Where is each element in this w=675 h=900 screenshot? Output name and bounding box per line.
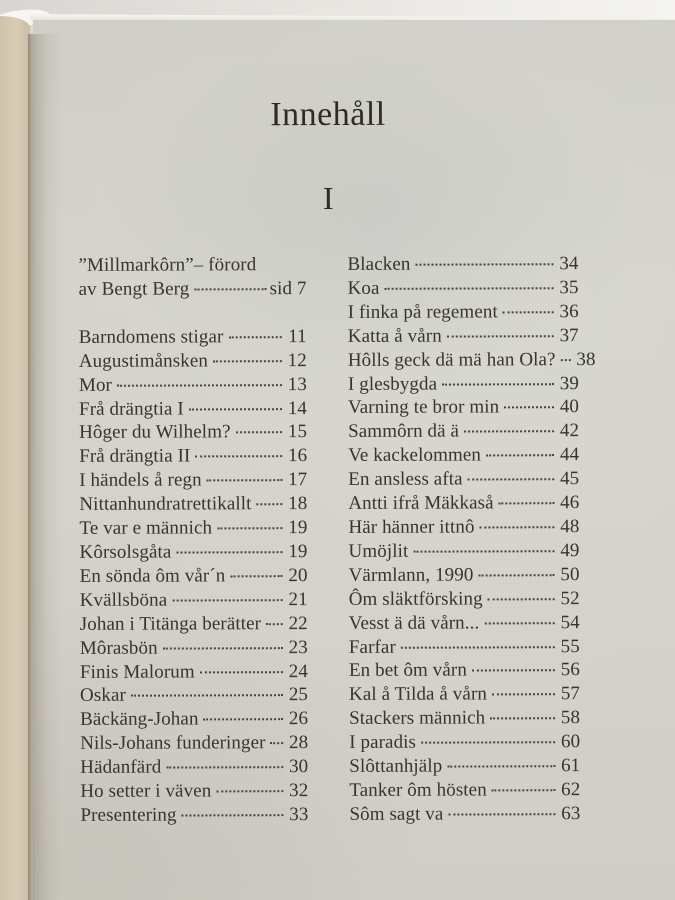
toc-entry-title: Finis Malorum: [79, 660, 195, 683]
toc-entry: [349, 730, 580, 755]
toc-entry-page: 15: [287, 421, 308, 443]
toc-entry-page: 54: [560, 611, 580, 633]
toc-entry: [79, 349, 307, 374]
toc-entry: [79, 516, 307, 541]
toc-entry: [348, 491, 579, 516]
toc-entry-page: 20: [288, 564, 308, 587]
toc-entry: [347, 348, 596, 373]
toc-entry-title: Hädanfärd: [80, 756, 162, 778]
toc-entry: [80, 612, 308, 637]
toc-entry-page: 21: [288, 588, 308, 610]
dot-leader: [492, 694, 555, 696]
toc-entry: [349, 778, 580, 803]
dot-leader: [195, 456, 282, 458]
toc-entry: [348, 419, 579, 444]
dot-leader: [447, 335, 554, 337]
dot-leader: [421, 741, 555, 743]
dot-leader: [204, 718, 284, 720]
dot-leader: [499, 502, 555, 504]
toc-entry-page: 17: [288, 469, 308, 491]
toc-entry-title: Kôrsolsgåta: [79, 541, 172, 563]
toc-entry-page: 39: [559, 372, 579, 394]
dot-leader: [266, 623, 283, 625]
toc-entry-page: 56: [560, 659, 580, 681]
dot-leader: [478, 574, 554, 576]
dot-leader: [447, 765, 555, 767]
toc-entry-title: Oskar: [79, 685, 126, 707]
toc-entry: [79, 421, 307, 446]
toc-entry-page: 24: [288, 660, 308, 682]
toc-entry-page: 61: [561, 755, 581, 777]
toc-entry-title: Slôttanhjälp: [349, 755, 443, 777]
toc-entry-page: 52: [560, 587, 580, 609]
dot-leader: [189, 408, 282, 410]
toc-entry-page: 50: [560, 563, 580, 585]
toc-entry-page: 60: [560, 731, 581, 753]
toc-entry: [80, 803, 308, 828]
toc-entry-page: 37: [559, 324, 579, 346]
toc-entry-title: En sönda ôm vår´n: [79, 565, 226, 587]
toc-entry-title: Mor: [78, 374, 112, 396]
dot-leader: [561, 359, 571, 361]
dot-leader: [503, 311, 554, 313]
dot-leader: [117, 384, 282, 387]
dot-leader: [172, 599, 282, 601]
toc-entry: [349, 587, 580, 612]
title-block: [78, 19, 579, 219]
toc-entry: [79, 492, 307, 517]
toc-entry-title: Hôger du Wilhelm?: [79, 421, 231, 444]
toc-column-right: [347, 252, 596, 827]
dot-leader: [385, 287, 554, 290]
toc-entry-title: Koa: [347, 277, 380, 299]
toc-entry: [348, 515, 579, 540]
toc-entry: [80, 660, 308, 685]
toc-entry: [349, 659, 580, 684]
toc-entries-left: [79, 325, 309, 828]
toc-entry-title: Tanker ôm hösten: [349, 779, 487, 801]
toc-entry-title: Ve kackelommen: [348, 444, 481, 467]
toc-entry: [80, 588, 308, 613]
dot-leader: [166, 766, 283, 768]
toc-entry: [79, 373, 307, 398]
toc-entry-title: Stackers männich: [349, 707, 486, 730]
dot-leader: [488, 598, 555, 600]
dot-leader: [236, 432, 283, 434]
toc-entry-page: 49: [560, 539, 580, 562]
page-content: [78, 19, 596, 826]
dot-leader: [131, 695, 283, 698]
toc-entry-title: I paradis: [349, 731, 417, 754]
contents-page: [33, 20, 675, 900]
toc-entry: [79, 468, 307, 493]
toc-columns: [78, 252, 596, 828]
toc-entry-title: Nittanhundratrettikallt: [79, 493, 252, 516]
toc-entry: [79, 444, 307, 469]
toc-entry-page: 34: [559, 253, 579, 275]
toc-entry-page: 22: [288, 612, 308, 634]
toc-entry: [348, 276, 579, 301]
toc-entry-title: I finka på regement: [347, 301, 498, 323]
toc-entry-title: Sammôrn dä ä: [348, 420, 460, 443]
toc-entry-page: 12: [287, 349, 307, 371]
toc-entry-page: sid 7: [269, 277, 307, 300]
toc-entry-page: 57: [560, 683, 581, 705]
toc-entry-title: Katta å vårn: [347, 325, 442, 347]
dot-leader: [216, 790, 283, 792]
toc-entry-title: Presentering: [80, 804, 177, 826]
toc-entry-title: Te var e männich: [79, 517, 213, 539]
toc-entry-title: Umöjlit: [348, 540, 409, 562]
toc-entry-page: 14: [287, 397, 308, 419]
toc-entry: [349, 706, 580, 731]
toc-column-left: [78, 253, 308, 828]
toc-entry-page: 19: [288, 517, 308, 539]
toc-entry-page: 13: [287, 373, 307, 395]
toc-entry: [80, 564, 308, 589]
toc-entry-page: 40: [559, 396, 580, 418]
toc-entry: [348, 324, 579, 349]
toc-entry-page: 32: [289, 780, 309, 802]
toc-entry: [79, 397, 307, 422]
dot-leader: [472, 670, 555, 672]
toc-entry-title: I händels å regn: [79, 469, 202, 492]
dot-leader: [415, 263, 553, 265]
dot-leader: [442, 383, 554, 385]
toc-entry-page: 42: [559, 420, 580, 442]
page-title: Innehåll: [270, 95, 386, 134]
facing-page-edge: [0, 16, 30, 900]
dot-leader: [401, 646, 555, 649]
dot-leader: [484, 622, 554, 624]
toc-entry-title: Farfar: [348, 636, 396, 658]
toc-entry-page: 23: [288, 636, 308, 658]
toc-entry-title: Varning te bror min: [347, 396, 500, 419]
toc-entry: [80, 683, 308, 708]
dot-leader: [207, 479, 283, 481]
toc-entry: [348, 300, 579, 325]
toc-entry-title: Ôm släktförsking: [348, 588, 483, 610]
book-gutter-shadow: [28, 34, 62, 900]
toc-entry: [349, 682, 580, 707]
toc-entry-title: Bäckäng-Johan: [80, 708, 199, 731]
toc-entry-page: 38: [576, 348, 596, 370]
toc-entry-title: Ho setter i väven: [80, 780, 212, 802]
dot-leader: [176, 551, 282, 553]
toc-entry-title: Vesst ä dä vårn...: [348, 612, 480, 634]
toc-entry: [79, 325, 307, 350]
toc-entry-title: Barndomens stigar: [78, 326, 224, 348]
dot-leader: [480, 526, 555, 528]
toc-entry: [79, 540, 307, 565]
toc-entry-page: 26: [288, 708, 309, 730]
toc-entry-title: Augustimånsken: [78, 350, 209, 372]
toc-entry-page: 58: [560, 707, 581, 729]
toc-entry-title: Kvällsböna: [79, 589, 168, 611]
toc-entry: [80, 636, 308, 661]
toc-entry-page: 16: [287, 445, 308, 467]
toc-entry: [80, 755, 308, 780]
dot-leader: [257, 503, 283, 505]
toc-entry: [349, 802, 580, 827]
dot-leader: [194, 288, 266, 290]
toc-entry: [349, 635, 580, 660]
toc-entry: [349, 754, 580, 779]
toc-entry-page: 55: [560, 635, 580, 657]
toc-entry-title: Blacken: [347, 253, 411, 275]
toc-entry-title: En bet ôm vårn: [348, 659, 467, 682]
toc-entry: [79, 277, 307, 302]
toc-entry-page: 45: [560, 468, 580, 490]
toc-entry-title: Nils-Johans funderinger: [80, 732, 266, 755]
toc-entry-title: Môrasbön: [79, 637, 158, 659]
foreword-block: [78, 253, 306, 302]
dot-leader: [490, 717, 555, 719]
toc-entry-title: av Bengt Berg: [78, 278, 190, 300]
toc-entry-page: 35: [559, 277, 579, 299]
toc-entry-title: Sôm sagt va: [349, 803, 444, 825]
dot-leader: [271, 742, 284, 744]
toc-entry-page: 36: [559, 300, 579, 323]
toc-entry: [80, 779, 308, 804]
dot-leader: [182, 814, 284, 816]
toc-entry: [349, 611, 580, 636]
toc-entry-title: Här hänner ittnô: [348, 516, 475, 538]
toc-entry-title: Frå drängtia II: [79, 445, 191, 468]
toc-entry-page: 63: [561, 802, 581, 825]
toc-entry-page: 11: [288, 325, 307, 347]
toc-entry-page: 46: [560, 492, 580, 514]
toc-entry-title: Hôlls geck dä mä han Ola?: [347, 348, 556, 371]
section-heading: I: [322, 179, 334, 217]
dot-leader: [448, 813, 555, 815]
toc-entry-page: 30: [289, 756, 309, 778]
toc-entry-title: Värmlann, 1990: [348, 564, 474, 586]
toc-entries-right: [347, 252, 596, 827]
dot-leader: [230, 575, 282, 577]
toc-entry: [80, 707, 308, 732]
toc-entry: [80, 731, 308, 756]
toc-entry-page: 28: [288, 732, 309, 754]
toc-entry: [348, 372, 579, 397]
toc-entry-title: ”Millmarkôrn”– förord: [78, 254, 257, 276]
toc-entry-page: 19: [288, 541, 308, 563]
toc-entry-title: Frå drängtia I: [78, 398, 184, 420]
toc-entry-title: Kal å Tilda å vårn: [348, 683, 487, 706]
dot-leader: [413, 550, 554, 552]
toc-entry-page: 25: [288, 684, 309, 706]
dot-leader: [504, 407, 554, 409]
dot-leader: [217, 527, 282, 529]
dot-leader: [213, 360, 282, 362]
toc-entry-title: Johan i Titänga berätter: [79, 612, 262, 635]
toc-entry-title: En ansless afta: [348, 468, 463, 491]
toc-entry-page: 62: [561, 779, 581, 801]
toc-entry-title: I glesbygda: [347, 373, 438, 395]
toc-entry: [348, 467, 579, 492]
toc-entry: [347, 252, 578, 277]
toc-entry: [349, 563, 580, 588]
dot-leader: [464, 431, 554, 433]
dot-leader: [163, 647, 283, 649]
toc-entry-title: Antti ifrå Mäkkaså: [348, 492, 494, 514]
toc-entry-page: 44: [559, 444, 580, 466]
toc-entry: [348, 539, 579, 564]
toc-entry-page: 18: [288, 493, 308, 515]
toc-entry-page: 33: [289, 804, 309, 826]
dot-leader: [486, 454, 554, 456]
dot-leader: [492, 789, 556, 791]
toc-entry: [348, 443, 579, 468]
toc-entry: [348, 396, 579, 421]
toc-entry: [78, 253, 306, 278]
dot-leader: [468, 478, 555, 480]
dot-leader: [228, 336, 281, 338]
dot-leader: [200, 671, 283, 673]
toc-entry-page: 48: [560, 516, 580, 538]
